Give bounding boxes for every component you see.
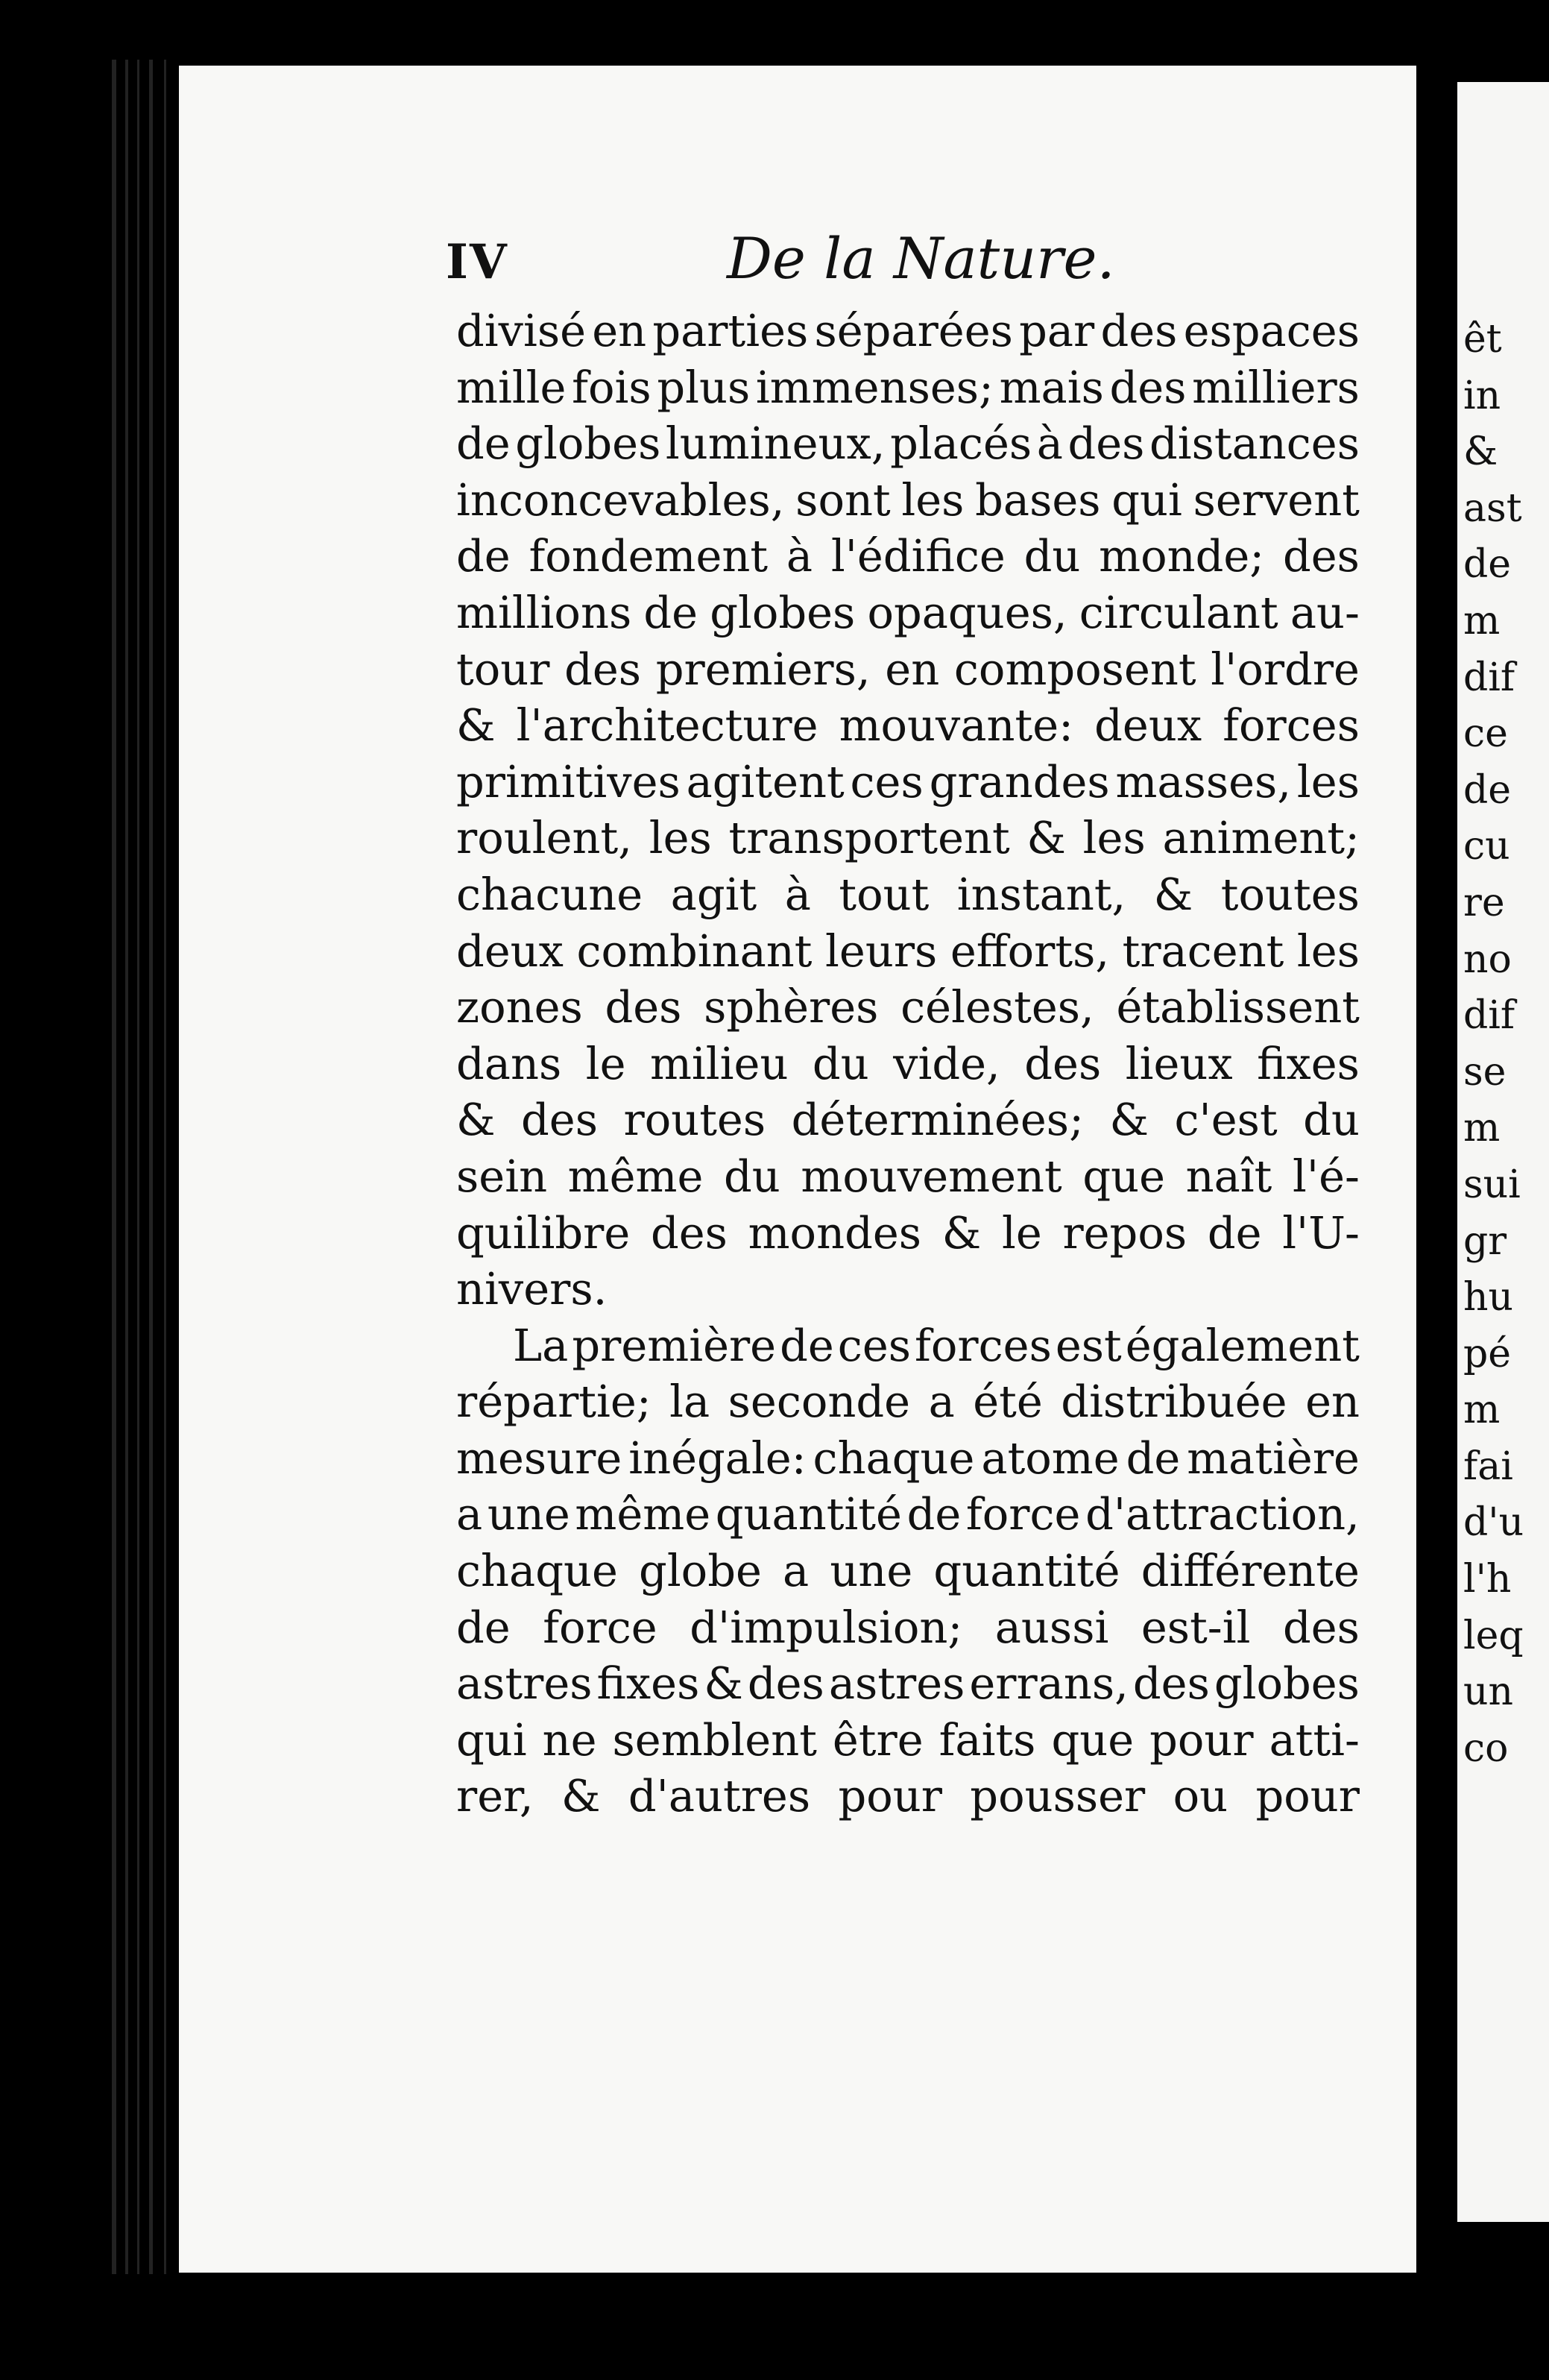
facing-page-fragment: no [1463, 936, 1512, 982]
text-line: rer, & d'autres pour pousser ou pour [456, 1770, 1360, 1822]
text-line: inconcevables, sont les bases qui servent [456, 473, 1360, 526]
facing-page-fragment: re [1463, 880, 1505, 925]
facing-page-fragment: leq [1463, 1613, 1524, 1658]
text-line: mesure inégale: chaque atome de matière [456, 1432, 1360, 1484]
text-line: deux combinant leurs efforts, tracent les [456, 925, 1360, 977]
facing-page-fragment: êt [1463, 317, 1502, 362]
facing-page-fragments [1463, 312, 1524, 1777]
facing-page-fragment: dif [1463, 655, 1515, 700]
running-head: De la Nature. [727, 225, 1115, 292]
text-line: & l'architecture mouvante: deux forces [456, 699, 1360, 752]
binding-edge-line [137, 60, 139, 2274]
text-line: zones des sphères célestes, établissent [456, 981, 1360, 1033]
facing-page-edge [1457, 82, 1549, 2222]
facing-page-fragment: fai [1463, 1444, 1513, 1489]
facing-page-fragment: de [1463, 767, 1512, 813]
text-line: primitives agitent ces grandes masses, les [456, 755, 1360, 808]
text-line: chaque globe a une quantité différente [456, 1545, 1360, 1597]
facing-page-fragment: ce [1463, 711, 1508, 757]
facing-page-fragment: hu [1463, 1275, 1513, 1320]
text-line: chacune agit à tout instant, & toutes [456, 868, 1360, 920]
facing-page-fragment: m [1463, 598, 1501, 643]
text-line: tour des premiers, en composent l'ordre [456, 643, 1360, 695]
text-line: mille fois plus immenses; mais des milliers [456, 361, 1360, 413]
text-line: divisé en parties séparées par des espaces [456, 305, 1360, 356]
text-line: nivers. [456, 1263, 608, 1315]
binding-edge-line [125, 60, 128, 2274]
text-line: quilibre des mondes & le repos de l'U- [456, 1206, 1360, 1259]
facing-page-fragment: m [1463, 1106, 1501, 1151]
binding-edge-line [112, 60, 116, 2274]
text-line: de fondement à l'édifice du monde; des [456, 530, 1360, 582]
text-line: a une même quantité de force d'attraction, [456, 1488, 1360, 1540]
facing-page-fragment: un [1463, 1669, 1513, 1715]
body-text [456, 303, 1360, 1825]
facing-page-fragment: gr [1463, 1218, 1507, 1264]
text-line: millions de globes opaques, circulant au- [456, 586, 1360, 638]
page-number: IV [446, 234, 508, 290]
facing-page-fragment: ast [1463, 485, 1522, 531]
text-line: qui ne semblent être faits que pour atti- [456, 1713, 1360, 1766]
binding-edge-line [164, 60, 166, 2274]
binding-edge-line [149, 60, 153, 2274]
facing-page-fragment: & [1463, 429, 1498, 475]
facing-page-fragment: de [1463, 542, 1512, 588]
facing-page-fragment: se [1463, 1049, 1507, 1095]
text-line: La première de ces forces est également [513, 1319, 1360, 1371]
facing-page-fragment: sui [1463, 1162, 1521, 1207]
text-line: dans le milieu du vide, des lieux fixes [456, 1037, 1360, 1089]
facing-page-fragment: dif [1463, 993, 1515, 1039]
facing-page-fragment: cu [1463, 824, 1510, 869]
text-line: & des routes déterminées; & c'est du [456, 1094, 1360, 1146]
facing-page-fragment: d'u [1463, 1500, 1524, 1546]
text-line: roulent, les transportent & les animent; [456, 812, 1360, 864]
text-line: répartie; la seconde a été distribuée en [456, 1376, 1360, 1428]
text-line: astres fixes & des astres errans, des globes [456, 1658, 1360, 1710]
facing-page-fragment: in [1463, 373, 1501, 418]
facing-page-fragment: co [1463, 1725, 1509, 1771]
facing-page-fragment: m [1463, 1388, 1501, 1433]
text-line: de force d'impulsion; aussi est-il des [456, 1601, 1360, 1653]
text-line: de globes lumineux, placés à des distances [456, 418, 1360, 470]
facing-page-fragment: l'h [1463, 1557, 1512, 1602]
text-line: sein même du mouvement que naît l'é- [456, 1150, 1360, 1202]
facing-page-fragment: pé [1463, 1331, 1512, 1376]
